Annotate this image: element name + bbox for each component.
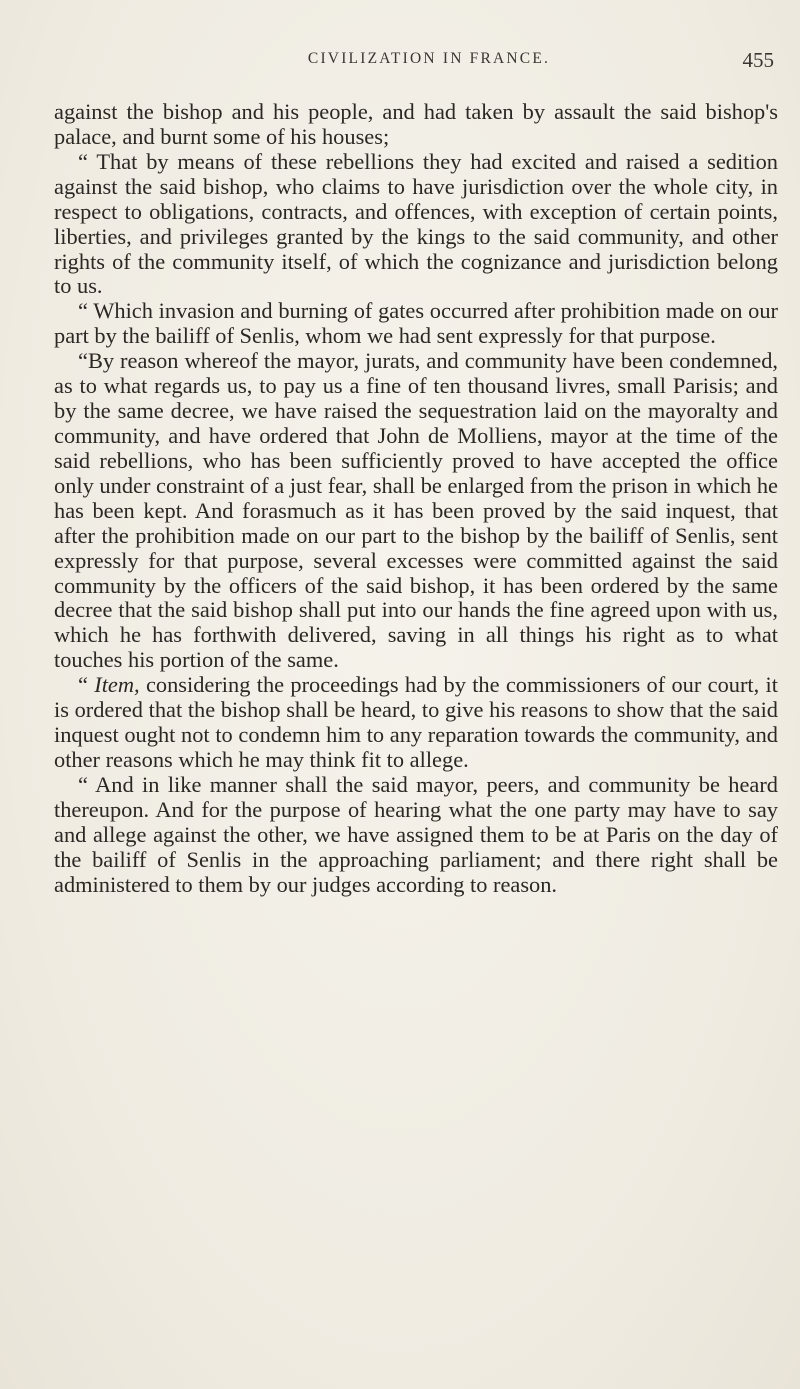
page-header — [84, 48, 774, 78]
paragraph-lead: “ — [78, 672, 95, 698]
paragraph: against the bishop and his people, and had taken by assault the said bishop's palace, and burnt some of his houses; — [54, 99, 778, 149]
page-number: 455 — [742, 48, 774, 72]
paragraph: “ Which invasion and burning of gates occurred after prohibition made on our part by the bailiff of Senlis, whom we had sent expressly for that purpose. — [54, 298, 778, 349]
italic-term: Item, — [94, 672, 140, 698]
paragraph: “ That by means of these rebellions they had excited and raised a sedition against the said bishop, who claims to have jurisdiction over the whole city, in respect to obligations, contracts, and offences, with exception of certain points, liberties, and privileges granted by the kings to the said community, and other rights of the community itself, of which the cognizance and jurisdiction belong to us. — [54, 148, 778, 299]
paragraph-text: considering the proceedings had by the commissioners of our court, it is ordered that the bishop shall be heard, to give his reasons to show that the said inquest ought not to condemn him to any reparation towards the community, and other reasons which he may think fit to allege. — [54, 672, 778, 772]
paragraph — [54, 673, 778, 773]
paragraph: “ And in like manner shall the said mayor, peers, and community be heard thereupon. And for the purpose of hearing what the one party may have to say and allege against the other, we have assigned them to be at Paris on the day of the bailiff of Senlis in the approaching parliament; and there right shall be administered to them by our judges according to reason. — [54, 771, 778, 897]
body-text — [54, 100, 778, 898]
paragraph: “By reason whereof the mayor, jurats, and community have been condemned, as to what regards us, to pay us a fine of ten thousand livres, small Parisis; and by the same decree, we have raised the sequestration laid on the mayoralty and community, and have ordered that John de Molliens, mayor at the time of the said rebellions, who has been sufficiently proved to have accepted the office only under constraint of a just fear, shall be enlarged from the prison in which he has been kept. And forasmuch as it has been proved by the said inquest, that after the prohibition made on our part to the bishop by the bailiff of Senlis, sent expressly for that purpose, several excesses were committed against the said community by the officers of the said bishop, it has been ordered by the same decree that the said bishop shall put into our hands the fine agreed upon with us, which he has forthwith delivered, saving in all things his right as to what touches his portion of the same. — [54, 348, 778, 673]
running-title: CIVILIZATION IN FRANCE. — [307, 50, 551, 67]
